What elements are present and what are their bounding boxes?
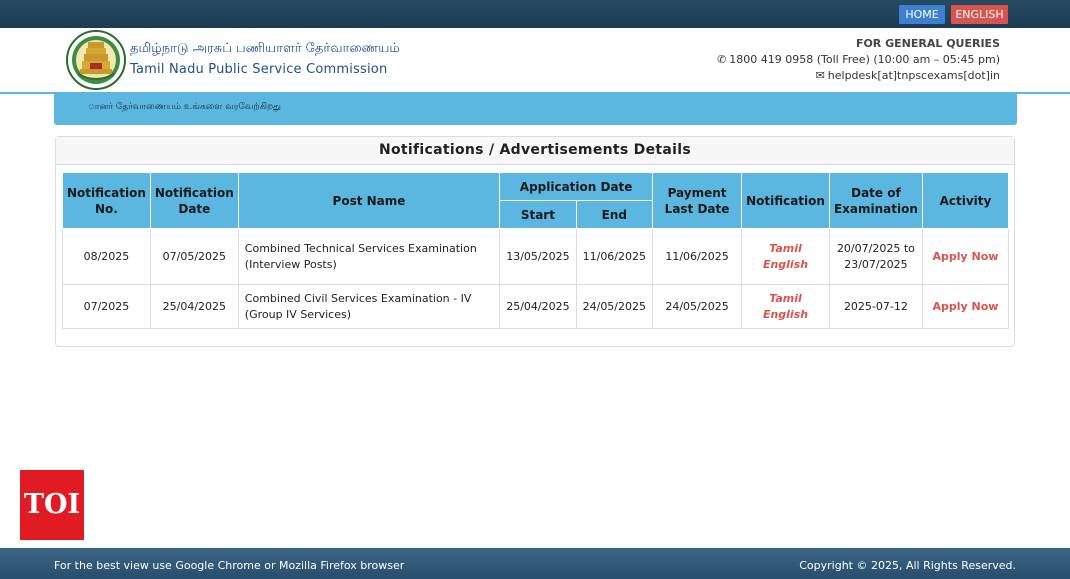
- tamil-notification-link[interactable]: Tamil: [769, 291, 802, 305]
- welcome-bar: [54, 94, 1017, 125]
- envelope-icon: ✉: [815, 69, 825, 82]
- site-footer: [0, 548, 1070, 579]
- english-notification-link[interactable]: English: [762, 257, 809, 271]
- tamil-notification-link[interactable]: Tamil: [769, 241, 802, 255]
- cell-start: 25/04/2025: [500, 285, 576, 329]
- cell-notification-links: [742, 285, 830, 329]
- queries-title: FOR GENERAL QUERIES: [855, 37, 1000, 50]
- cell-post-name: Combined Civil Services Examination - IV (Group IV Services): [238, 285, 499, 329]
- cell-end: 11/06/2025: [576, 229, 652, 285]
- tamil-site-title: தமிழ்நாடு அரசுப் பணியாளர் தேர்வாணையம்: [130, 41, 400, 56]
- cell-notification-no: 07/2025: [63, 285, 151, 329]
- email-line: [717, 68, 1000, 84]
- cell-payment-last-date: 24/05/2025: [653, 285, 742, 329]
- footer-browser-note: For the best view use Google Chrome or Mozilla Firefox browser: [54, 559, 405, 572]
- cell-notification-links: [742, 229, 830, 285]
- cell-start: 13/05/2025: [500, 229, 576, 285]
- col-notification-date: Notification Date: [150, 173, 238, 229]
- table-row: [63, 285, 1009, 329]
- cell-notification-no: 08/2025: [63, 229, 151, 285]
- cell-payment-last-date: 11/06/2025: [653, 229, 742, 285]
- apply-now-link[interactable]: Apply Now: [932, 249, 999, 263]
- notifications-panel: [55, 136, 1015, 347]
- table-row: [63, 229, 1009, 285]
- welcome-marquee-text: ானர் தேர்வாணையம் உங்களை வரவேற்கிறது: [88, 102, 281, 112]
- col-application-date: Application Date: [500, 173, 653, 201]
- cell-notification-date: 07/05/2025: [150, 229, 238, 285]
- phone-line: [717, 52, 1000, 68]
- col-payment-last-date: Payment Last Date: [653, 173, 742, 229]
- cell-activity: [922, 229, 1008, 285]
- english-button[interactable]: ENGLISH: [951, 5, 1008, 24]
- tn-emblem-logo[interactable]: [66, 30, 126, 90]
- cell-exam-date: 20/07/2025 to 23/07/2025: [829, 229, 922, 285]
- home-button[interactable]: HOME: [899, 5, 945, 24]
- email-text: helpdesk[at]tnpscexams[dot]in: [827, 69, 1000, 82]
- general-queries: [717, 36, 1000, 84]
- footer-copyright: Copyright © 2025, All Rights Reserved.: [799, 559, 1016, 572]
- notifications-table: [62, 172, 1009, 329]
- cell-exam-date: 2025-07-12: [829, 285, 922, 329]
- col-end: End: [576, 201, 652, 229]
- col-activity: Activity: [922, 173, 1008, 229]
- toi-logo-badge: TOI: [20, 470, 84, 540]
- panel-title: Notifications / Advertisements Details: [56, 137, 1014, 165]
- col-start: Start: [500, 201, 576, 229]
- col-date-of-exam: Date of Examination: [829, 173, 922, 229]
- cell-activity: [922, 285, 1008, 329]
- col-notification: Notification: [742, 173, 830, 229]
- col-notification-no: Notification No.: [63, 173, 151, 229]
- apply-now-link[interactable]: Apply Now: [932, 299, 999, 313]
- english-notification-link[interactable]: English: [762, 307, 809, 321]
- cell-end: 24/05/2025: [576, 285, 652, 329]
- col-post-name: Post Name: [238, 173, 499, 229]
- phone-icon: ✆: [717, 53, 727, 66]
- english-site-title: Tamil Nadu Public Service Commission: [130, 62, 388, 77]
- cell-notification-date: 25/04/2025: [150, 285, 238, 329]
- cell-post-name: Combined Technical Services Examination (Interview Posts): [238, 229, 499, 285]
- phone-text: 1800 419 0958 (Toll Free) (10:00 am – 05:45 pm): [729, 53, 1000, 66]
- top-bar: [0, 0, 1070, 28]
